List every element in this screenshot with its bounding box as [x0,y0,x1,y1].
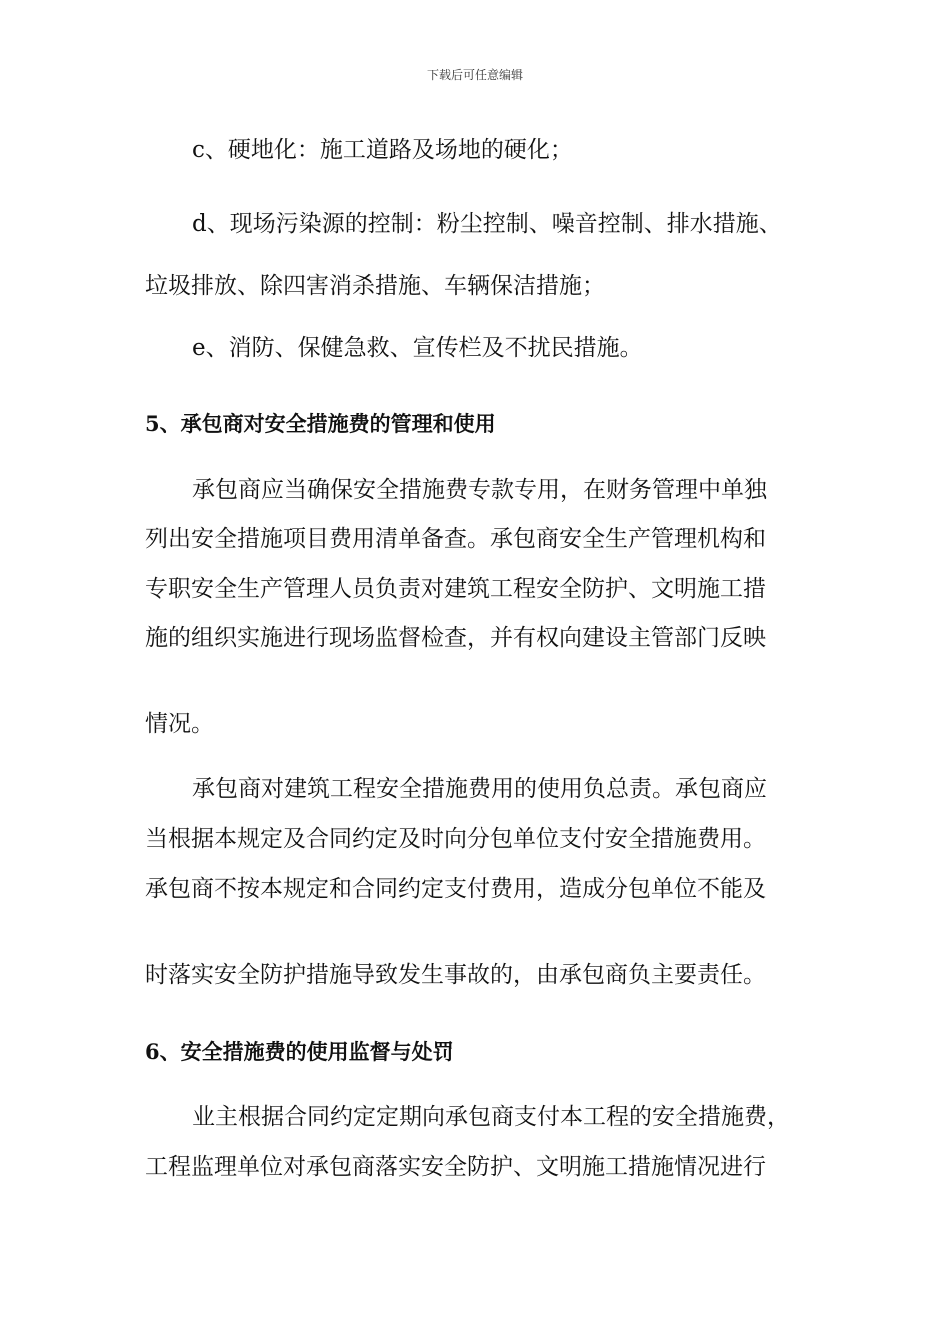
paragraph-line: 施的组织实施进行现场监督检查，并有权向建设主管部门反映 [145,625,766,651]
paragraph-line: 专职安全生产管理人员负责对建筑工程安全防护、文明施工措 [145,576,766,602]
paragraph-line: 承包商应当确保安全措施费专款专用，在财务管理中单独 [192,477,767,503]
paragraph-line: 承包商对建筑工程安全措施费用的使用负总责。承包商应 [192,776,767,802]
paragraph-line: c、硬地化：施工道路及场地的硬化； [192,137,573,163]
paragraph-line: 工程监理单位对承包商落实安全防护、文明施工措施情况进行 [145,1154,766,1180]
paragraph-line: 承包商不按本规定和合同约定支付费用，造成分包单位不能及 [145,876,766,902]
paragraph-line: 时落实安全防护措施导致发生事故的，由承包商负主要责任。 [145,962,766,988]
paragraph-line: 当根据本规定及合同约定及时向分包单位支付安全措施费用。 [145,826,766,852]
paragraph-line: 业主根据合同约定定期向承包商支付本工程的安全措施费， [192,1104,790,1130]
paragraph-line: 垃圾排放、除四害消杀措施、车辆保洁措施； [145,273,605,299]
paragraph-line: d、现场污染源的控制：粉尘控制、噪音控制、排水措施、 [192,211,782,237]
paragraph-line: 列出安全措施项目费用清单备查。承包商安全生产管理机构和 [145,526,766,552]
section-heading: 6、安全措施费的使用监督与处罚 [145,1039,454,1064]
page-header: 下载后可任意编辑 [426,68,523,82]
section-heading: 5、承包商对安全措施费的管理和使用 [145,411,496,436]
paragraph-line: e、消防、保健急救、宣传栏及不扰民措施。 [192,335,643,361]
paragraph-line: 情况。 [145,711,214,737]
